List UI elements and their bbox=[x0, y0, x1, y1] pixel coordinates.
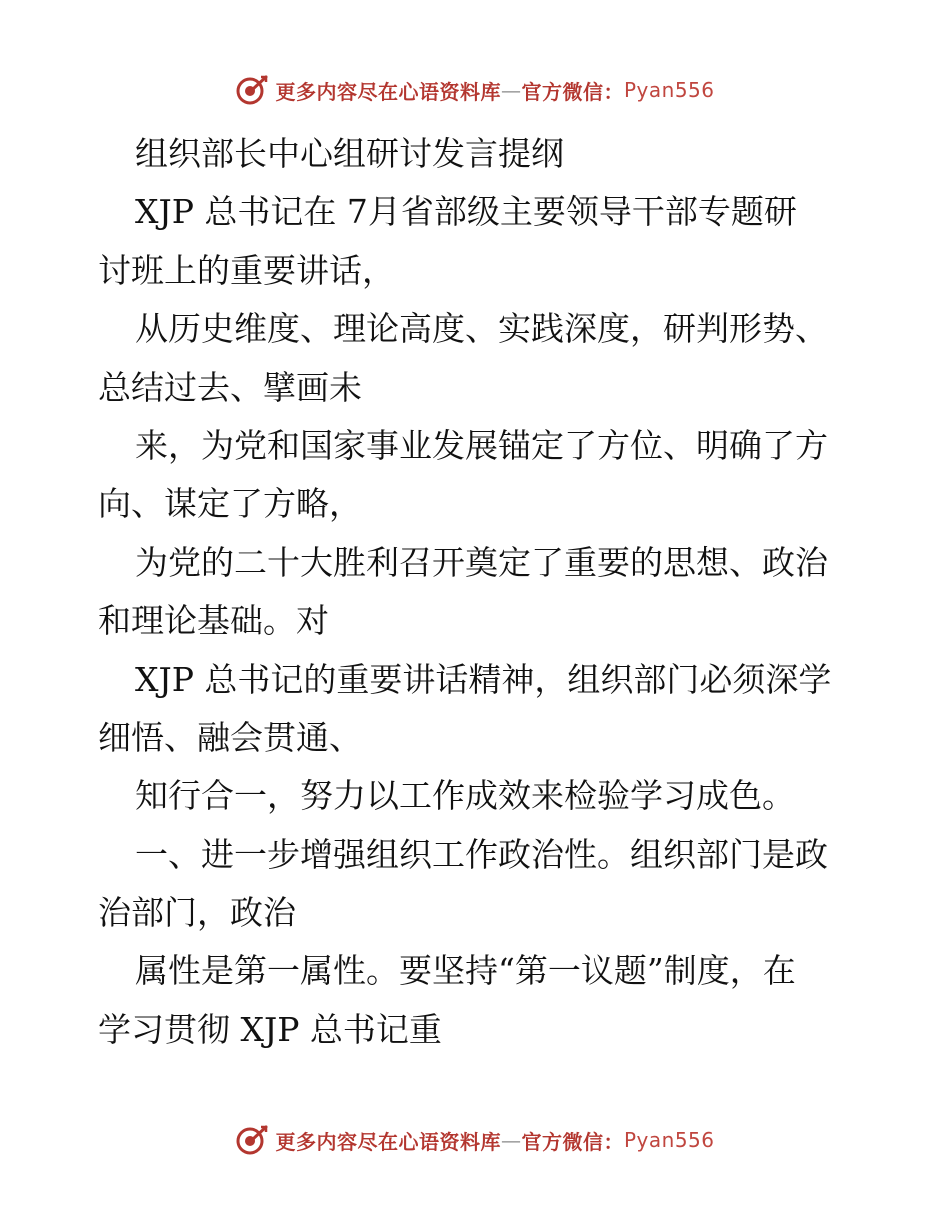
text-line: 和理论基础。对 bbox=[98, 601, 329, 641]
header-watermark-banner bbox=[0, 70, 950, 110]
footer-watermark-banner bbox=[0, 1120, 950, 1160]
banner-main-text: 更多内容尽在心语资料库 bbox=[275, 79, 501, 104]
document-body bbox=[98, 125, 858, 1059]
banner-wechat-label: 官方微信： bbox=[521, 79, 624, 104]
text-line: 属性是第一属性。要坚持“第一议题”制度，在 bbox=[135, 951, 796, 991]
text-line: 为党的二十大胜利召开奠定了重要的思想、政治 bbox=[135, 542, 828, 582]
banner-main-text: 更多内容尽在心语资料库 bbox=[275, 1129, 501, 1154]
brand-logo-icon bbox=[235, 1123, 269, 1157]
text-line: XJP 总书记在 7月省部级主要领导干部专题研 bbox=[135, 192, 797, 232]
text-line: 细悟、融会贯通、 bbox=[98, 717, 362, 757]
text-line: 来，为党和国家事业发展锚定了方位、明确了方 bbox=[135, 425, 828, 465]
text-line: 知行合一，努力以工作成效来检验学习成色。 bbox=[135, 776, 795, 816]
text-line: 学习贯彻 XJP 总书记重 bbox=[98, 1009, 442, 1049]
banner-dash: — bbox=[500, 1128, 522, 1152]
brand-logo-icon bbox=[235, 73, 269, 107]
text-line: 一、进一步增强组织工作政治性。组织部门是政 bbox=[135, 834, 828, 874]
text-line: XJP 总书记的重要讲话精神，组织部门必须深学 bbox=[135, 659, 832, 699]
banner-wechat-label: 官方微信： bbox=[521, 1129, 624, 1154]
text-line: 从历史维度、理论高度、实践深度，研判形势、 bbox=[135, 309, 828, 349]
banner-dash: — bbox=[500, 78, 522, 102]
text-line: 讨班上的重要讲话， bbox=[98, 250, 395, 290]
text-line: 总结过去、擘画未 bbox=[98, 367, 362, 407]
text-line: 向、谋定了方略， bbox=[98, 484, 362, 524]
banner-wechat-id: Pyan556 bbox=[623, 78, 715, 102]
banner-wechat-id: Pyan556 bbox=[623, 1128, 715, 1152]
text-line: 治部门，政治 bbox=[98, 893, 296, 933]
text-line: 组织部长中心组研讨发言提纲 bbox=[135, 134, 564, 173]
